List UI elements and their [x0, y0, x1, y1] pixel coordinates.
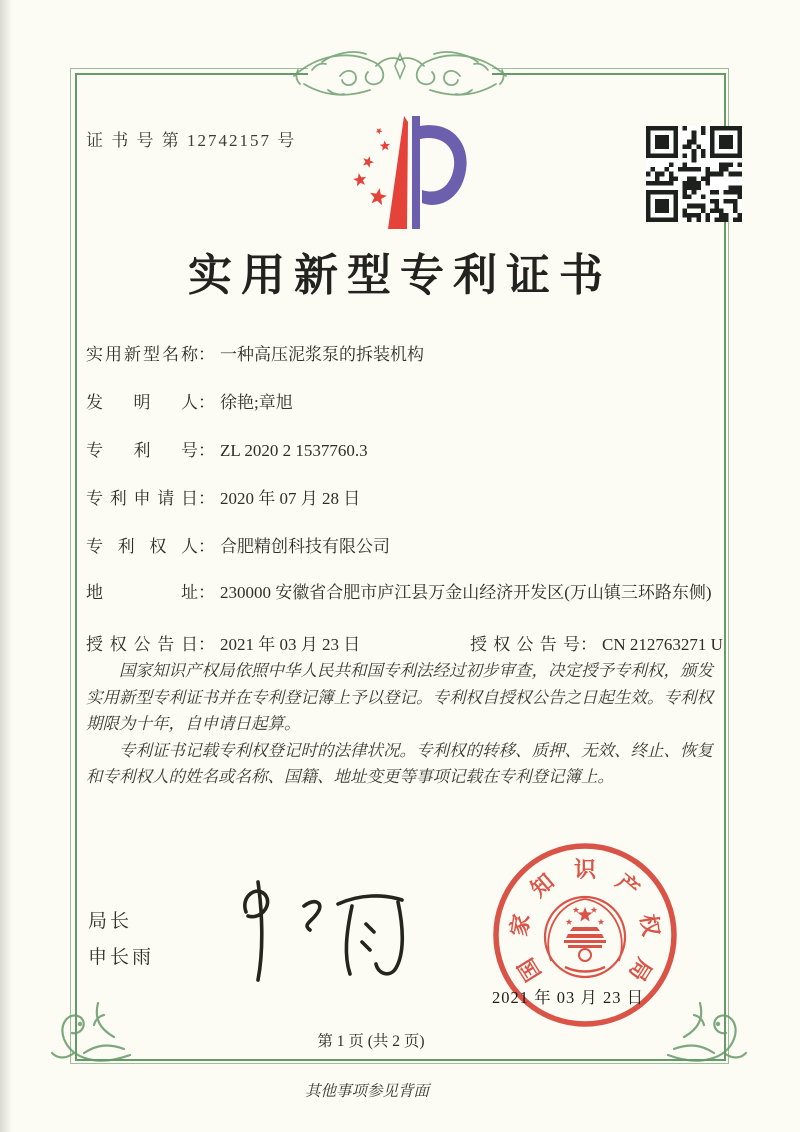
field-value: ZL 2020 2 1537760.3: [220, 441, 368, 460]
logo-p-stem: [412, 116, 420, 229]
field-value: 230000 安徽省合肥市庐江县万金山经济开发区(万山镇三环路东侧): [220, 583, 712, 602]
field-row-patent-number: [86, 437, 722, 464]
field-label: 发明人: [86, 393, 198, 412]
scan-edge-shadow: [0, 0, 12, 1132]
field-row-grant: [86, 631, 722, 658]
back-side-note: 其他事项参见背面: [304, 1083, 429, 1100]
field-value: 2021 年 03 月 23 日: [220, 635, 361, 654]
page-number: 第 1 页 (共 2 页): [317, 1033, 425, 1050]
certificate-title: 实用新型专利证书: [188, 251, 612, 300]
director-handwritten-signature: [212, 876, 412, 994]
grant-date-pair: [86, 631, 360, 658]
svg-text:产: 产: [611, 868, 645, 902]
field-label: 授权公告号: [470, 635, 580, 654]
field-value: 合肥精创科技有限公司: [220, 537, 390, 556]
logo-stars: [353, 128, 390, 205]
field-label: 授权公告日: [86, 635, 198, 654]
svg-text:局: 局: [624, 953, 657, 986]
field-colon: ：: [198, 441, 215, 460]
bottom-left-flourish-icon: [44, 993, 132, 1071]
legal-paragraph-1: 国家知识产权局依照中华人民共和国专利法经过初步审查，决定授予专利权，颁发实用新型专利证书并在专利登记簿上予以登记。专利权自授权公告之日起生效。专利权期限为十年，自申请日起算。: [86, 661, 713, 733]
certificate-number: 证 书 号 第 12742157 号: [86, 131, 297, 150]
qr-code: [646, 126, 742, 222]
field-row-address: [86, 579, 722, 606]
field-colon: ：: [198, 537, 215, 556]
field-row-utility-model-name: [86, 341, 722, 368]
field-colon: ：: [198, 489, 215, 508]
field-value: 一种高压泥浆泵的拆装机构: [220, 345, 424, 364]
svg-text:知: 知: [525, 868, 559, 902]
field-value: CN 212763271 U: [602, 635, 723, 654]
field-row-patentee: [86, 533, 722, 560]
field-value: 徐艳;章旭: [220, 393, 293, 412]
field-label: 实用新型名称: [86, 345, 198, 364]
seal-date: 2021 年 03 月 23 日: [492, 988, 645, 1007]
svg-text:识: 识: [573, 857, 597, 882]
field-colon: ：: [198, 635, 215, 654]
legal-paragraph-2: 专利证书记载专利权登记时的法律状况。专利权的转移、质押、无效、终止、恢复和专利权人的姓名或名称、国籍、地址变更等事项记载在专利登记簿上。: [86, 740, 713, 786]
national-emblem-icon: [545, 897, 625, 977]
field-colon: ：: [198, 393, 215, 412]
field-value: 2020 年 07 月 28 日: [220, 489, 361, 508]
director-title: 局长: [88, 911, 133, 932]
top-filigree-ornament-icon: [288, 36, 512, 120]
field-colon: ：: [198, 345, 215, 364]
svg-text:家: 家: [506, 912, 535, 938]
cnipa-logo-icon: [338, 112, 470, 236]
director-name: 申长雨: [88, 947, 155, 968]
field-label: 地址: [86, 583, 198, 602]
legal-text-block: [86, 658, 714, 791]
field-row-filing-date: [86, 485, 722, 512]
field-colon: ：: [198, 583, 215, 602]
svg-text:权: 权: [635, 912, 664, 938]
field-row-inventor: [86, 389, 722, 416]
logo-red-wedge: [388, 116, 408, 229]
svg-text:国: 国: [513, 953, 546, 986]
field-label: 专利申请日: [86, 489, 198, 508]
logo-p-bowl: [420, 125, 467, 205]
grant-number-pair: [470, 631, 723, 658]
field-label: 专利权人: [86, 537, 198, 556]
field-colon: ：: [580, 635, 597, 654]
field-label: 专利号: [86, 441, 198, 460]
seal-text-arc: [506, 857, 664, 986]
